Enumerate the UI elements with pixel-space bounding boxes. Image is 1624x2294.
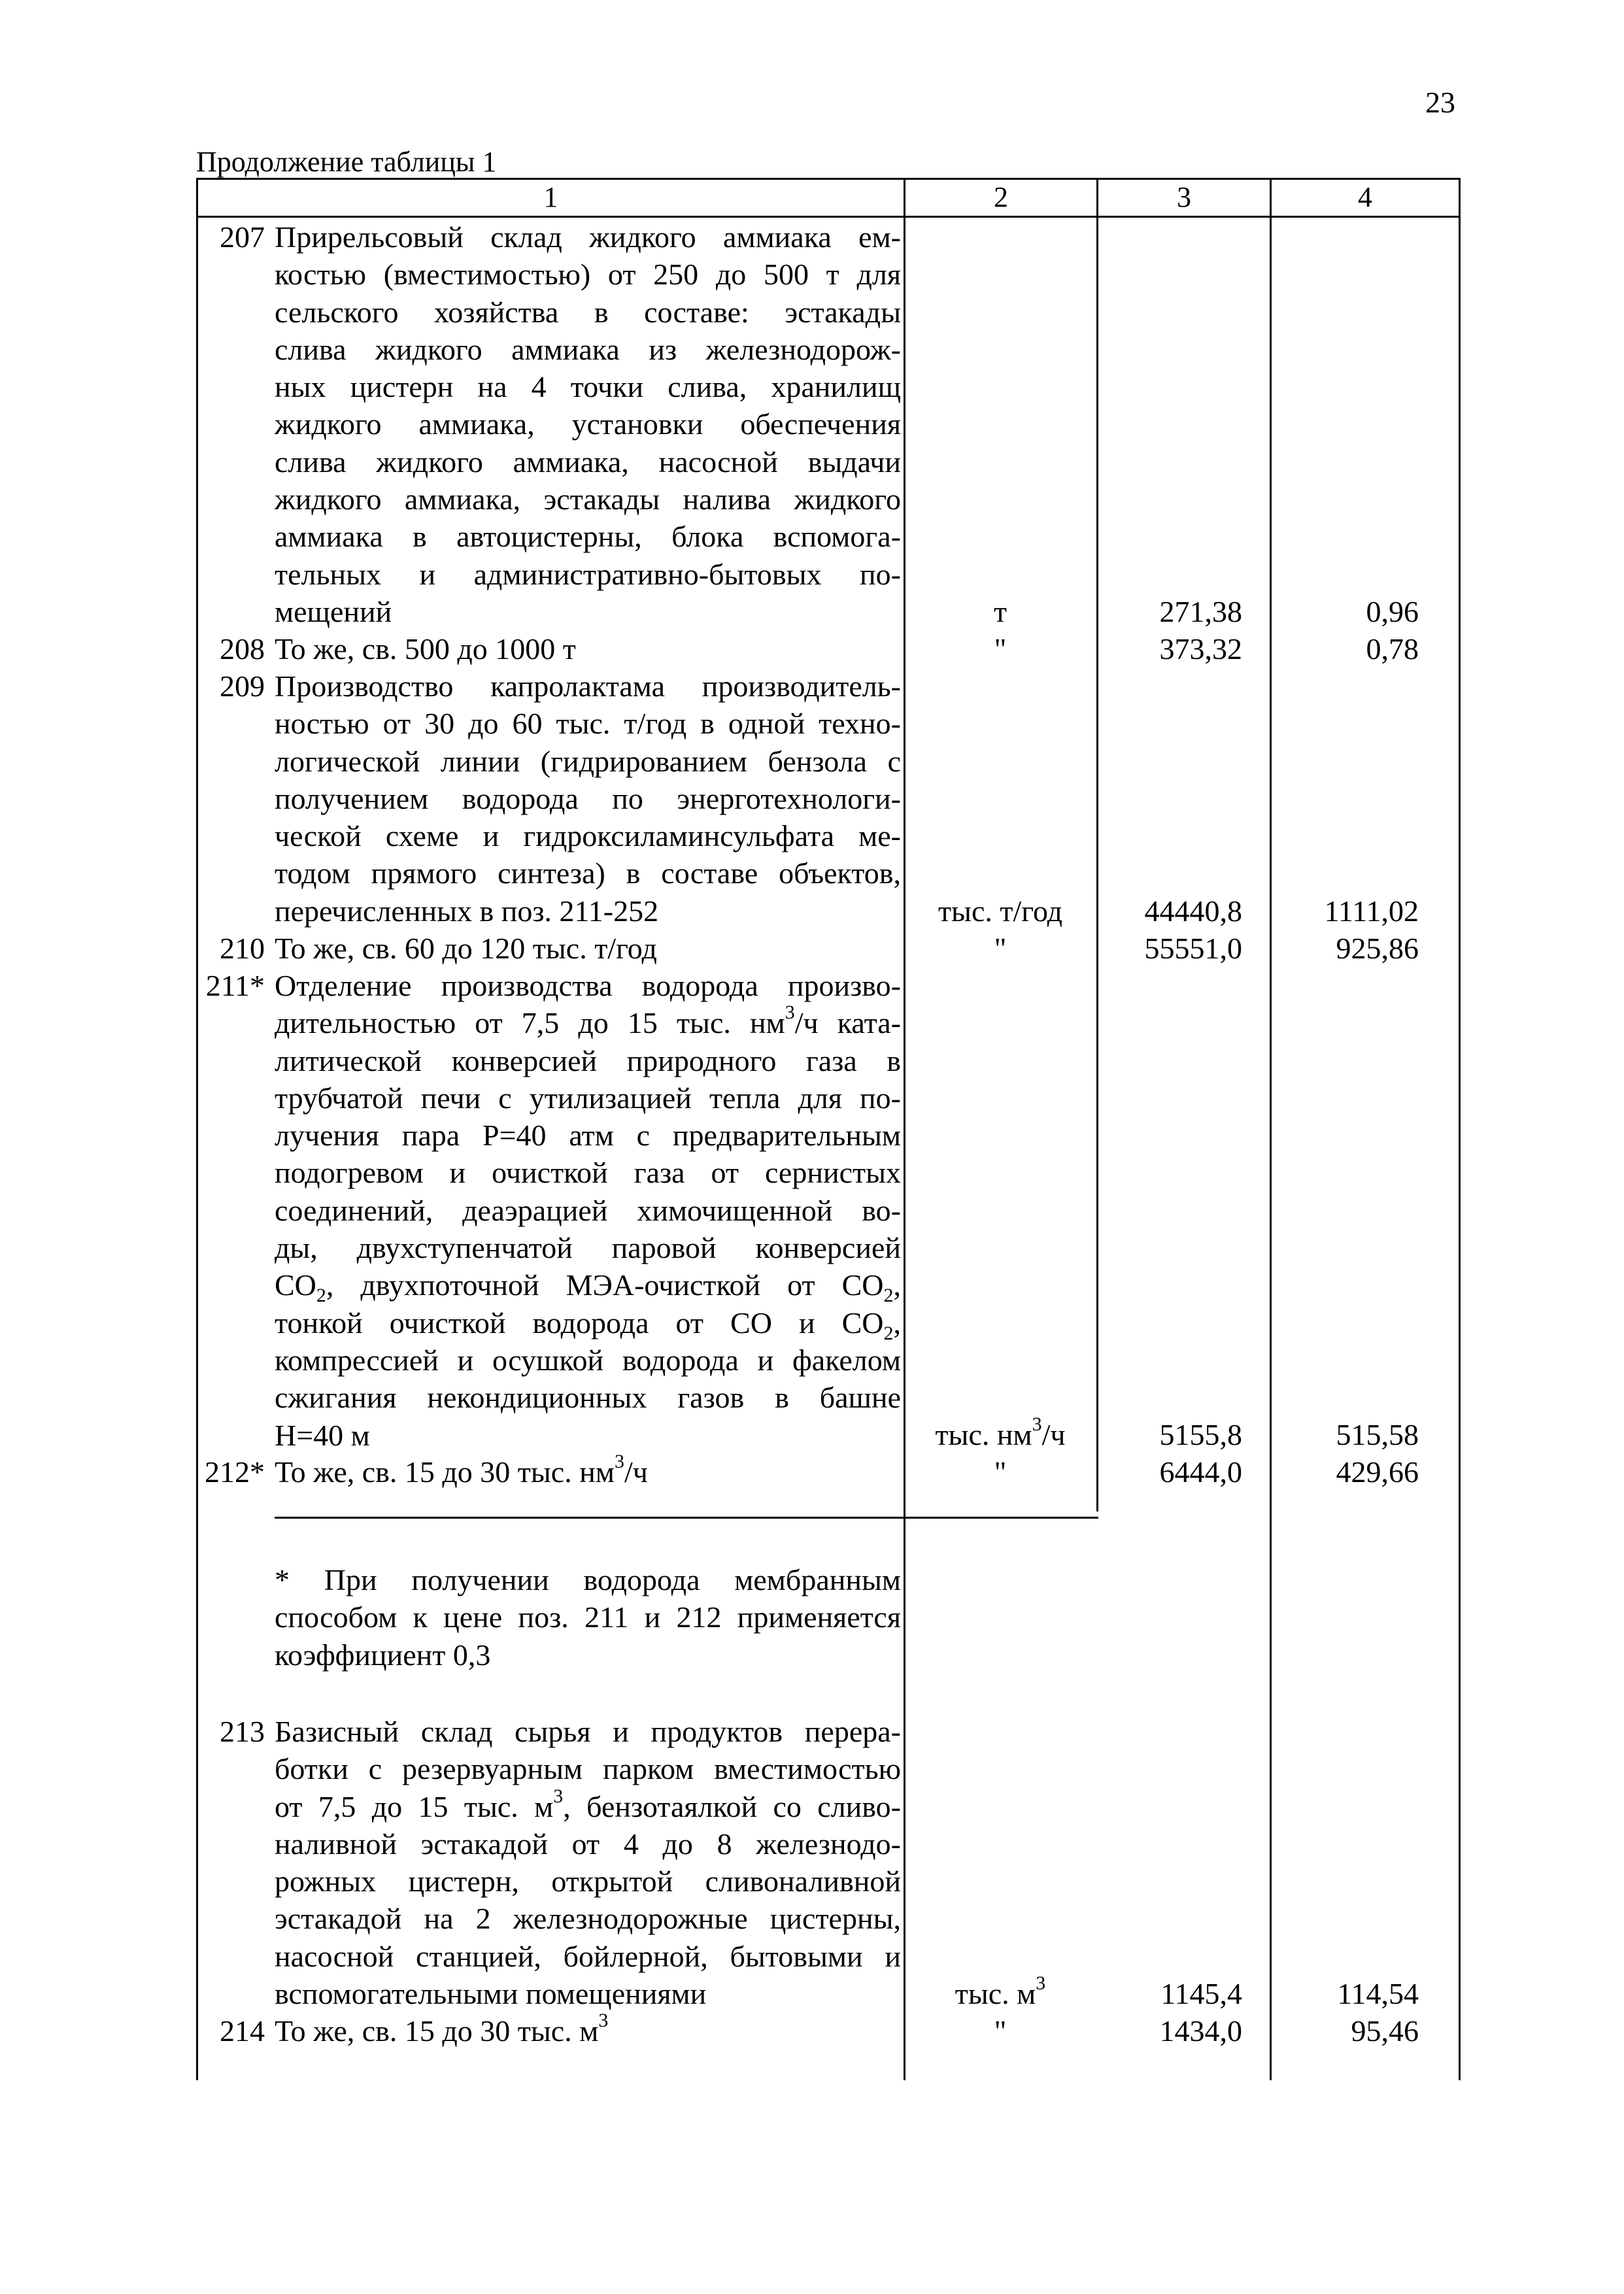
superscript: 3 <box>785 1002 795 1024</box>
table-right-border <box>1459 178 1461 2080</box>
text-line: вспомогательными помещениями <box>275 1977 707 2011</box>
row-207-num: 207 <box>220 220 265 254</box>
text-line <box>275 1266 901 1307</box>
superscript: 3 <box>614 1451 624 1472</box>
row-213-num: 213 <box>220 1715 265 1748</box>
row-209-coef: 1111,02 <box>1324 894 1419 928</box>
text-line: ческой схеме и гидроксиламинсульфата ме- <box>275 819 901 853</box>
text-line: коэффициент 0,3 <box>275 1638 491 1672</box>
text-line <box>275 1453 901 1491</box>
row-214-desc <box>275 2012 901 2049</box>
footnote-separator <box>275 1517 1098 1519</box>
row-213-unit <box>905 1972 1095 2012</box>
text-line: слива жидкого аммиака, насосной выдачи <box>275 445 901 479</box>
text-line: тодом прямого синтеза) в составе объектов, <box>275 856 901 890</box>
row-213-coef: 114,54 <box>1337 1977 1419 2010</box>
row-213-price: 1145,4 <box>1160 1977 1242 2010</box>
text-part: тонкой очисткой водорода от СО и СО <box>275 1306 884 1340</box>
text-part: , <box>893 1268 901 1302</box>
subscript: 2 <box>883 1285 894 1307</box>
superscript: 3 <box>553 1785 564 1807</box>
row-210-num: 210 <box>220 932 265 965</box>
text-line: Отделение производства водорода произво- <box>275 969 901 1002</box>
text-line: ботки с резервуарным парком вместимостью <box>275 1752 901 1786</box>
text-line: жидкого аммиака, установки обеспечения <box>275 407 901 441</box>
text-line: Н=40 м <box>275 1418 370 1452</box>
text-line <box>275 1004 901 1041</box>
page-number: 23 <box>1425 86 1455 119</box>
unit-part: тыс. нм <box>935 1418 1032 1451</box>
text-line: перечисленных в поз. 211-252 <box>275 894 659 928</box>
unit-part: /ч <box>1041 1418 1066 1451</box>
row-207-unit: т <box>993 595 1007 628</box>
row-209-price: 44440,8 <box>1144 894 1242 928</box>
col3-right-border <box>1270 178 1272 2080</box>
text-line: * При получении водорода мембранным <box>275 1563 901 1596</box>
text-line: Базисный склад сырья и продуктов перера- <box>275 1715 901 1748</box>
text-line: литической конверсией природного газа в <box>275 1043 901 1077</box>
superscript: 3 <box>1032 1413 1042 1435</box>
text-part: , <box>893 1306 901 1340</box>
table-left-border <box>196 178 198 2080</box>
unit-part: тыс. м <box>955 1977 1036 2010</box>
row-211-coef: 515,58 <box>1336 1418 1419 1451</box>
text-line <box>275 1785 901 1825</box>
row-210-coef: 925,86 <box>1336 932 1419 965</box>
text-line: костью (вместимостью) от 250 до 500 т для <box>275 258 901 292</box>
text-line: способом к цене поз. 211 и 212 применяется <box>275 1600 901 1634</box>
text-part: СО <box>275 1268 316 1302</box>
text-line: логической линии (гидрированием бензола с <box>275 744 901 778</box>
text-part: , бензотаялкой со сливо- <box>563 1789 901 1823</box>
header-col-1: 1 <box>543 181 558 213</box>
row-209-desc <box>275 667 901 930</box>
row-214-coef: 95,46 <box>1351 2014 1419 2048</box>
text-part: /ч ката- <box>794 1006 901 1040</box>
row-211-unit <box>905 1413 1095 1453</box>
text-line: компрессией и осушкой водорода и факелом <box>275 1343 901 1377</box>
text-line: Прирельсовый склад жидкого аммиака ем- <box>275 220 901 254</box>
text-line: слива жидкого аммиака из железнодорож- <box>275 332 901 366</box>
text-part: То же, св. 15 до 30 тыс. нм <box>275 1455 615 1489</box>
row-212-unit: " <box>994 1455 1007 1489</box>
text-line <box>275 1304 901 1344</box>
row-207-desc <box>275 218 901 630</box>
text-part: , двухпоточной МЭА-очисткой от СО <box>326 1268 884 1302</box>
text-line: соединений, деаэрацией химочищенной во- <box>275 1193 901 1227</box>
row-207-price: 271,38 <box>1159 595 1242 628</box>
text-line: лучения пара Р=40 атм с предварительным <box>275 1119 901 1153</box>
text-line: ды, двухступенчатой паровой конверсией <box>275 1231 901 1265</box>
row-211-price: 5155,8 <box>1159 1418 1242 1451</box>
text-part: /ч <box>624 1455 648 1489</box>
row-212-desc <box>275 1453 901 1491</box>
text-line: сельского хозяйства в составе: эстакады <box>275 295 901 329</box>
subscript: 2 <box>316 1285 326 1307</box>
row-208-desc <box>275 630 901 667</box>
text-part: То же, св. 15 до 30 тыс. м <box>275 2014 599 2048</box>
row-211-desc <box>275 967 901 1454</box>
text-line: эстакадой на 2 железнодорожные цистерны, <box>275 1902 901 1936</box>
row-208-coef: 0,78 <box>1366 632 1419 666</box>
text-part: от 7,5 до 15 тыс. м <box>275 1789 554 1823</box>
text-line <box>275 2012 901 2049</box>
text-line: рожных цистерн, открытой сливоналивной <box>275 1864 901 1898</box>
text-line: сжигания некондиционных газов в башне <box>275 1381 901 1415</box>
text-line: ностью от 30 до 60 тыс. т/год в одной техно- <box>275 707 901 741</box>
row-213-desc <box>275 1713 901 2012</box>
row-210-desc <box>275 930 901 967</box>
text-line: наливной эстакадой от 4 до 8 железнодо- <box>275 1827 901 1861</box>
row-208-unit: " <box>994 632 1007 666</box>
text-line: тельных и административно-бытовых по- <box>275 557 901 591</box>
text-line: То же, св. 500 до 1000 т <box>275 632 576 666</box>
header-col-2: 2 <box>994 181 1008 213</box>
col1-right-border <box>904 178 905 2080</box>
row-212-coef: 429,66 <box>1336 1455 1419 1489</box>
table-caption: Продолжение таблицы 1 <box>196 146 497 178</box>
header-col-3: 3 <box>1177 181 1191 213</box>
header-col-4: 4 <box>1358 181 1372 213</box>
subscript: 2 <box>883 1322 894 1344</box>
text-line: подогревом и очисткой газа от сернистых <box>275 1156 901 1190</box>
text-line: ных цистерн на 4 точки слива, хранилищ <box>275 370 901 404</box>
text-line: мещений <box>275 594 392 628</box>
row-210-unit: " <box>994 932 1007 965</box>
row-208-num: 208 <box>220 632 265 666</box>
row-212-price: 6444,0 <box>1159 1455 1242 1489</box>
text-line: трубчатой печи с утилизацией тепла для по- <box>275 1081 901 1115</box>
text-line: То же, св. 60 до 120 тыс. т/год <box>275 932 657 965</box>
row-211-num: 211* <box>205 969 265 1002</box>
superscript: 3 <box>598 2010 609 2031</box>
row-214-num: 214 <box>220 2014 265 2048</box>
row-210-price: 55551,0 <box>1144 932 1242 965</box>
row-212-num: 212* <box>205 1455 265 1489</box>
row-214-price: 1434,0 <box>1159 2014 1242 2048</box>
row-209-num: 209 <box>220 669 265 703</box>
text-line: насосной станцией, бойлерной, бытовыми и <box>275 1939 901 1973</box>
superscript: 3 <box>1036 1972 1046 1994</box>
text-line: аммиака в автоцистерны, блока вспомога- <box>275 520 901 554</box>
row-207-coef: 0,96 <box>1366 595 1419 628</box>
row-214-unit: " <box>994 2014 1007 2048</box>
text-line: Производство капролактама производитель- <box>275 669 901 703</box>
col2-right-border <box>1096 178 1098 1511</box>
row-208-price: 373,32 <box>1159 632 1242 666</box>
row-209-unit: тыс. т/год <box>938 894 1063 928</box>
text-line: получением водорода по энерготехнологи- <box>275 781 901 815</box>
text-part: дительностью от 7,5 до 15 тыс. нм <box>275 1006 785 1040</box>
footnote <box>275 1561 901 1674</box>
text-line: жидкого аммиака, эстакады налива жидкого <box>275 482 901 516</box>
